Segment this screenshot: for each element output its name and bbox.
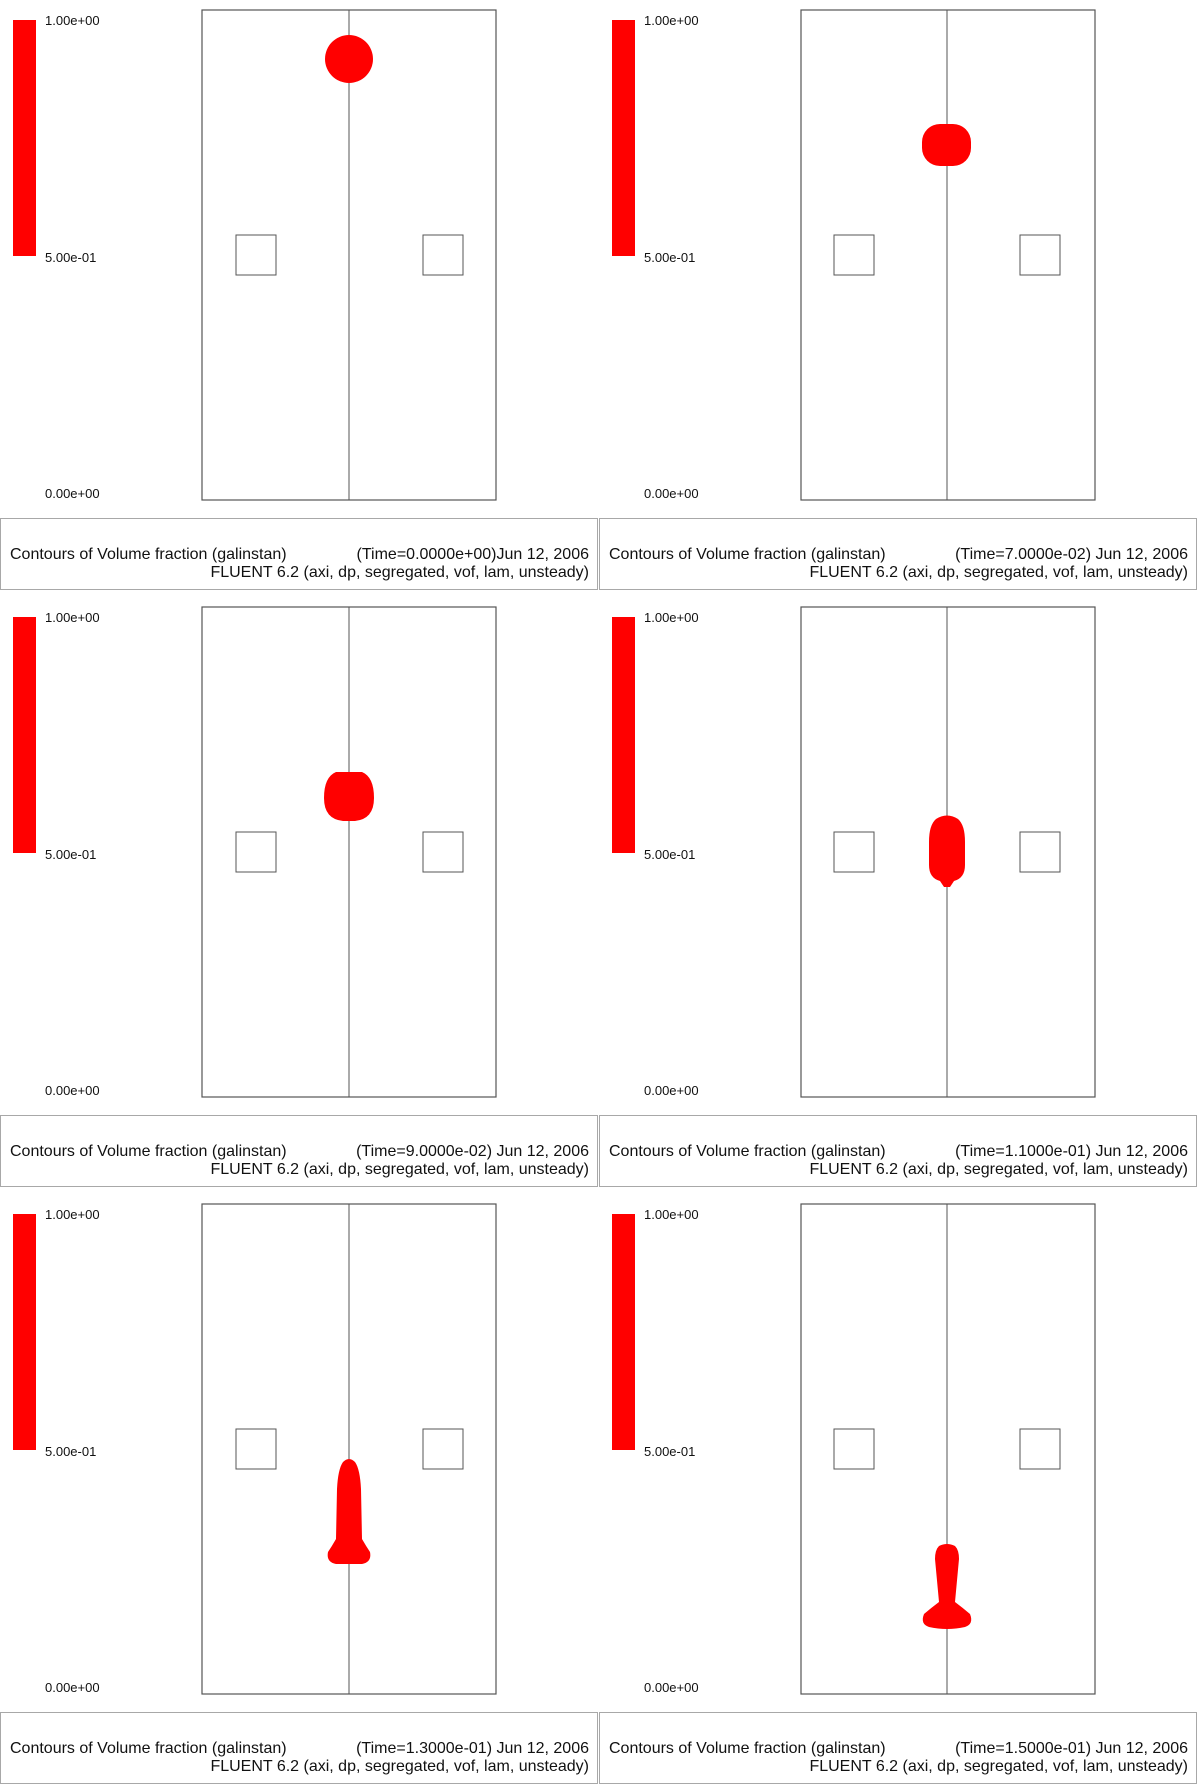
plot-area <box>0 1194 599 1712</box>
plot-area <box>0 0 599 518</box>
caption-time: (Time=1.5000e-01) <box>955 1740 1092 1757</box>
legend-max-label: 1.00e+00 <box>45 13 100 28</box>
legend-mid-label: 5.00e-01 <box>45 1444 97 1459</box>
legend-mid-label: 5.00e-01 <box>644 1444 696 1459</box>
caption-date: Jun 12, 2006 <box>496 1740 589 1757</box>
plot-area <box>599 1194 1198 1712</box>
caption-date: Jun 12, 2006 <box>1095 546 1188 563</box>
plot-area <box>599 0 1198 518</box>
legend-min-label: 0.00e+00 <box>45 1680 100 1695</box>
caption-time: (Time=0.0000e+00) <box>356 546 497 563</box>
caption-solver: FLUENT 6.2 (axi, dp, segregated, vof, lam, unsteady) <box>210 564 589 581</box>
liquid-droplet <box>324 772 374 821</box>
left-obstacle <box>236 235 276 275</box>
caption-box <box>599 1712 1197 1784</box>
liquid-droplet <box>929 816 965 888</box>
caption-time: (Time=1.3000e-01) <box>356 1740 493 1757</box>
caption-time: (Time=7.0000e-02) <box>955 546 1092 563</box>
legend-max-label: 1.00e+00 <box>644 610 699 625</box>
legend-min-label: 0.00e+00 <box>644 1083 699 1098</box>
left-obstacle <box>834 235 874 275</box>
caption-time-date <box>356 1740 589 1758</box>
caption-time-date <box>955 1740 1188 1758</box>
caption-title: Contours of Volume fraction (galinstan) <box>10 1740 287 1757</box>
caption-line-1 <box>10 1143 589 1161</box>
legend-min-label: 0.00e+00 <box>644 1680 699 1695</box>
caption-line-1 <box>10 546 589 564</box>
legend-max-label: 1.00e+00 <box>644 1207 699 1222</box>
domain-drawing <box>0 0 599 518</box>
left-obstacle <box>236 832 276 872</box>
right-obstacle <box>423 235 463 275</box>
legend-min-label: 0.00e+00 <box>45 1083 100 1098</box>
legend-max-label: 1.00e+00 <box>644 13 699 28</box>
caption-time: (Time=1.1000e-01) <box>955 1143 1092 1160</box>
caption-title: Contours of Volume fraction (galinstan) <box>609 546 886 563</box>
caption-time-date <box>357 546 589 564</box>
caption-title: Contours of Volume fraction (galinstan) <box>10 1143 287 1160</box>
plot-area <box>0 597 599 1115</box>
liquid-droplet <box>328 1459 371 1564</box>
domain-drawing <box>0 597 599 1115</box>
caption-solver: FLUENT 6.2 (axi, dp, segregated, vof, lam, unsteady) <box>809 1161 1188 1178</box>
frame-panel-3 <box>0 597 599 1194</box>
legend-mid-label: 5.00e-01 <box>45 847 97 862</box>
domain-drawing <box>599 1194 1198 1712</box>
frame-panel-4 <box>599 597 1198 1194</box>
caption-solver: FLUENT 6.2 (axi, dp, segregated, vof, lam, unsteady) <box>809 564 1188 581</box>
legend-mid-label: 5.00e-01 <box>644 250 696 265</box>
caption-title: Contours of Volume fraction (galinstan) <box>10 546 287 563</box>
caption-solver: FLUENT 6.2 (axi, dp, segregated, vof, lam, unsteady) <box>809 1758 1188 1775</box>
caption-date: Jun 12, 2006 <box>496 1143 589 1160</box>
caption-time-date <box>356 1143 589 1161</box>
caption-box <box>599 518 1197 590</box>
caption-box <box>599 1115 1197 1187</box>
frame-panel-2 <box>599 0 1198 597</box>
caption-box <box>0 1115 598 1187</box>
caption-line-1 <box>609 546 1188 564</box>
left-obstacle <box>236 1429 276 1469</box>
legend-min-label: 0.00e+00 <box>644 486 699 501</box>
legend-mid-label: 5.00e-01 <box>45 250 97 265</box>
left-obstacle <box>834 1429 874 1469</box>
caption-line-1 <box>609 1143 1188 1161</box>
caption-title: Contours of Volume fraction (galinstan) <box>609 1143 886 1160</box>
legend-min-label: 0.00e+00 <box>45 486 100 501</box>
caption-time: (Time=9.0000e-02) <box>356 1143 493 1160</box>
right-obstacle <box>1020 832 1060 872</box>
caption-line-1 <box>609 1740 1188 1758</box>
caption-solver: FLUENT 6.2 (axi, dp, segregated, vof, lam, unsteady) <box>210 1758 589 1775</box>
caption-line-1 <box>10 1740 589 1758</box>
frame-panel-5 <box>0 1194 599 1791</box>
liquid-droplet <box>325 35 373 83</box>
liquid-droplet <box>923 1544 971 1629</box>
caption-title: Contours of Volume fraction (galinstan) <box>609 1740 886 1757</box>
frame-panel-6 <box>599 1194 1198 1791</box>
caption-box <box>0 1712 598 1784</box>
legend-mid-label: 5.00e-01 <box>644 847 696 862</box>
liquid-droplet <box>922 124 971 166</box>
legend-max-label: 1.00e+00 <box>45 610 100 625</box>
right-obstacle <box>423 1429 463 1469</box>
legend-max-label: 1.00e+00 <box>45 1207 100 1222</box>
caption-date: Jun 12, 2006 <box>1095 1143 1188 1160</box>
domain-drawing <box>599 597 1198 1115</box>
caption-time-date <box>955 546 1188 564</box>
frame-panel-1 <box>0 0 599 597</box>
caption-date: Jun 12, 2006 <box>496 546 589 563</box>
caption-time-date <box>955 1143 1188 1161</box>
left-obstacle <box>834 832 874 872</box>
caption-date: Jun 12, 2006 <box>1095 1740 1188 1757</box>
domain-boundary <box>801 10 1095 500</box>
right-obstacle <box>1020 1429 1060 1469</box>
domain-drawing <box>599 0 1198 518</box>
right-obstacle <box>1020 235 1060 275</box>
caption-box <box>0 518 598 590</box>
caption-solver: FLUENT 6.2 (axi, dp, segregated, vof, lam, unsteady) <box>210 1161 589 1178</box>
plot-area <box>599 597 1198 1115</box>
right-obstacle <box>423 832 463 872</box>
domain-drawing <box>0 1194 599 1712</box>
